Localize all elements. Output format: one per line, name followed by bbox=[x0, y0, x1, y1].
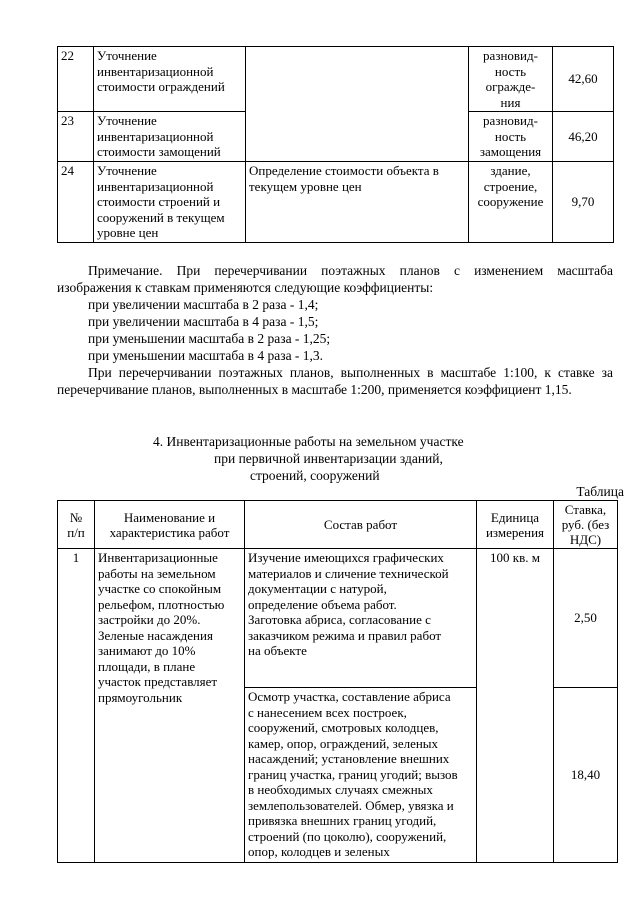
row-number: 22 bbox=[58, 47, 94, 112]
header-unit: Единица измерения bbox=[477, 501, 554, 549]
table-header-row bbox=[58, 501, 618, 549]
rate: 46,20 bbox=[553, 112, 614, 162]
row-number: 24 bbox=[58, 162, 94, 243]
work-content bbox=[246, 47, 469, 162]
rate: 18,40 bbox=[554, 688, 618, 863]
unit: разновид- ность огражде- ния bbox=[469, 47, 553, 112]
section-title-line: при первичной инвентаризации зданий, bbox=[214, 451, 443, 466]
table-row bbox=[58, 162, 614, 243]
rate: 9,70 bbox=[553, 162, 614, 243]
rate: 2,50 bbox=[554, 549, 618, 688]
work-content: Определение стоимости объекта в текущем уровне цен bbox=[246, 162, 469, 243]
header-num: № п/п bbox=[58, 501, 95, 549]
row-number: 1 bbox=[58, 549, 95, 863]
work-name: Уточнение инвентаризационной стоимости строений и сооружений в текущем уровне цен bbox=[94, 162, 246, 243]
work-name: Уточнение инвентаризационной стоимости замощений bbox=[94, 112, 246, 162]
table-row bbox=[58, 549, 618, 688]
header-rate: Ставка, руб. (без НДС) bbox=[554, 501, 618, 549]
table-row bbox=[58, 47, 614, 112]
note-paragraph: При перечерчивании поэтажных планов, выполненных в масштабе 1:100, к ставке за перечерчивание планов, выполненных в масштабе 1:200, применяется коэффициент 1,15. bbox=[57, 365, 613, 397]
row-number: 23 bbox=[58, 112, 94, 162]
work-content: Изучение имеющихся графических материалов и сличение технической документации с натурой, определение объема работ. Заготовка абриса, согласование с заказчиком режима и правил работ на объекте bbox=[245, 549, 477, 688]
note-item: при увеличении масштаба в 4 раза - 1,5; bbox=[88, 314, 319, 329]
note-item: при уменьшении масштаба в 2 раза - 1,25; bbox=[88, 331, 331, 346]
main-table bbox=[57, 500, 618, 863]
note-item: при увеличении масштаба в 2 раза - 1,4; bbox=[88, 297, 319, 312]
work-content: Осмотр участка, составление абриса с нанесением всех построек, сооружений, смотровых колодцев, камер, опор, ограждений, зеленых насаждений; установление внешних границ участка, границ угодий; вызов в необходимых случаях смежных землепользователей. Обмер, увязка и привязка внешних границ угодий, строений (по цоколю), сооружений, опор, колодцев и зеленых bbox=[248, 689, 458, 859]
note-item: при уменьшении масштаба в 4 раза - 1,3. bbox=[88, 348, 324, 363]
note-paragraph: Примечание. При перечерчивании поэтажных планов с изменением масштаба изображения к ставкам применяются следующие коэффициенты: bbox=[57, 263, 613, 295]
unit: 100 кв. м bbox=[477, 549, 554, 863]
table-label: Таблица bbox=[576, 484, 624, 499]
top-table bbox=[57, 46, 614, 243]
section-title-line: 4. Инвентаризационные работы на земельном участке bbox=[153, 434, 464, 449]
section-title bbox=[57, 433, 613, 484]
note-block bbox=[57, 262, 613, 398]
rate: 42,60 bbox=[553, 47, 614, 112]
section-title-line: строений, сооружений bbox=[250, 468, 380, 483]
work-name: Инвентаризационные работы на земельном участке со спокойным рельефом, плотностью застройки до 20%. Зеленые насаждения занимают до 10% площади, в плане участок представляет прямоугольник bbox=[95, 549, 245, 863]
header-name: Наименование и характеристика работ bbox=[95, 501, 245, 549]
work-name: Уточнение инвентаризационной стоимости ограждений bbox=[94, 47, 246, 112]
unit: разновид- ность замощения bbox=[469, 112, 553, 162]
unit: здание, строение, сооружение bbox=[469, 162, 553, 243]
work-content-cell bbox=[245, 688, 477, 863]
header-content: Состав работ bbox=[245, 501, 477, 549]
